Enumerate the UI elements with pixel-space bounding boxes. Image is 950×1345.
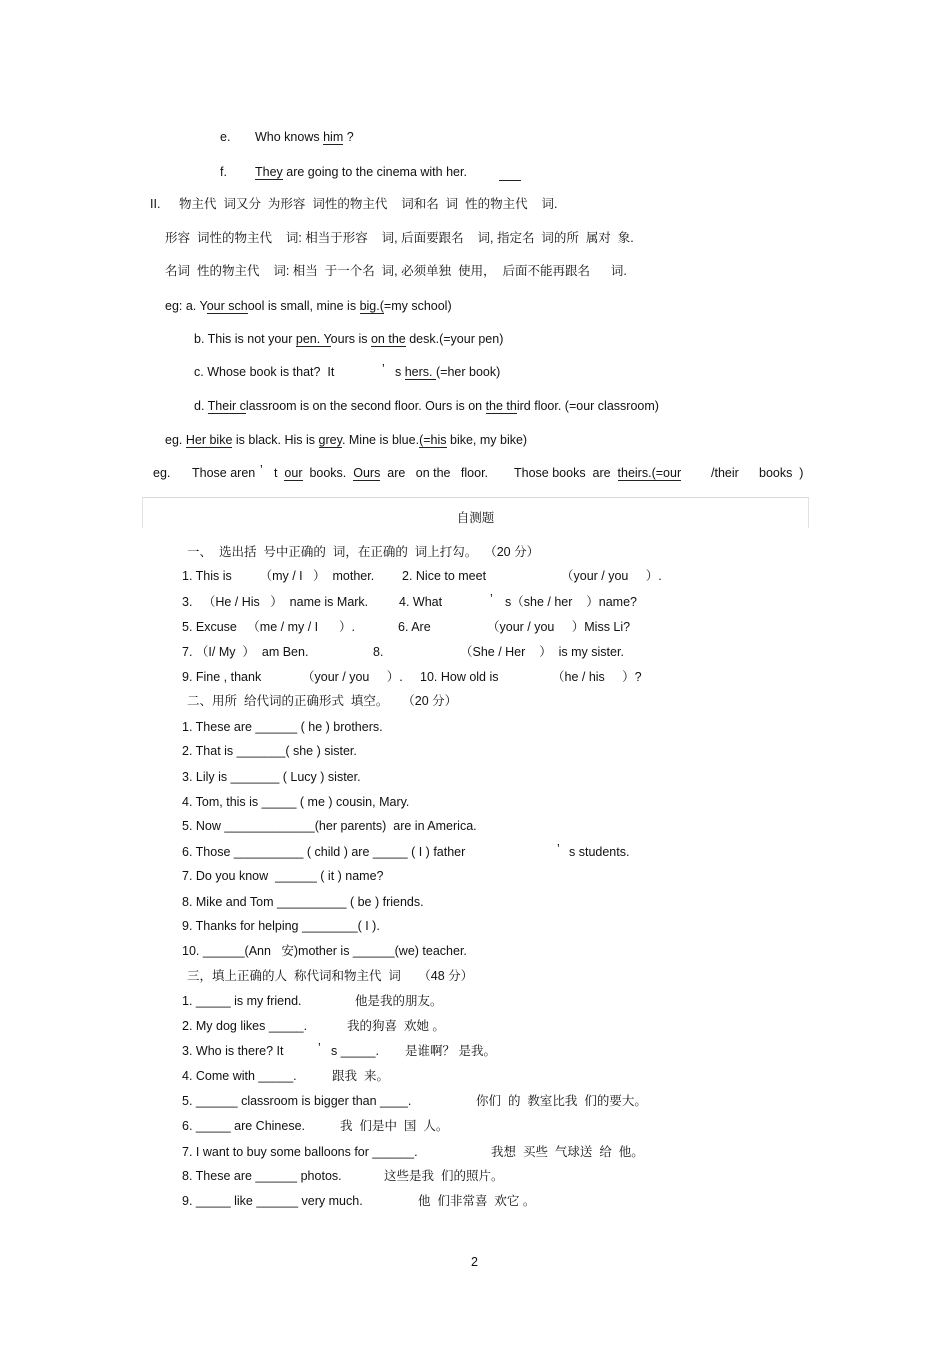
underlined-word: theirs.(= [617,466,664,480]
quiz2-q7: 7. Do you know ______ ( it ) name? [182,869,384,883]
quiz3-q6: 6. _____ are Chinese. [182,1119,306,1133]
underlined-word: Ours [353,466,381,480]
underlined-word: our sch [206,299,248,313]
text: ours is [330,332,371,346]
quiz2-q5: 5. Now _____________(her parents) are in America. [182,819,477,833]
underlined-word: Their c [207,399,246,413]
noun-pronoun-definition: 名词 性的物主代 词: 相当 于一个名 词, 必须单独 使用， 后面不能再跟名 词. [165,264,627,278]
quiz1-q8-options: （She / Her ） is my sister. [460,645,624,659]
example-c-tail [395,364,500,380]
quiz3-q1-chinese: 他是我的朋友。 [355,994,443,1008]
example-e-marker: e. [220,130,231,144]
quiz2-q9: 9. Thanks for helping ________( I ). [182,919,380,933]
quiz1-q7: 7. （I/ My ） am Ben. [182,645,309,659]
section-2-marker: II. [150,197,161,211]
underlined-word: Her bike [185,433,233,447]
quiz3-q3-chinese: 是谁啊？ 是我。 [405,1044,496,1058]
example-books-part1: Those aren [192,466,256,480]
underlined-word: grey [318,433,342,447]
example-bike [165,432,527,448]
example-books-part4: /their [711,466,739,480]
quiz3-q5: 5. ______ classroom is bigger than ____. [182,1094,412,1108]
quiz-section-3-heading: 三，填上正确的人 称代词和物主代 词 （48 分） [187,969,474,983]
quiz2-q1: 1. These are ______ ( he ) brothers. [182,720,383,734]
quiz2-q6: 6. Those __________ ( child ) are _____ ( I ) father [182,845,466,859]
quiz3-q7: 7. I want to buy some balloons for ______. [182,1145,418,1159]
quiz3-q8-chinese: 这些是我 们的照片。 [384,1169,504,1183]
quiz3-q5-chinese: 你们 的 教室比我 们的要大。 [476,1094,647,1108]
underlined-word: the th [485,399,517,413]
quiz1-q9: 9. Fine , thank [182,670,262,684]
text: . Mine is blue. [341,433,420,447]
example-c [194,364,334,380]
underlined-word: our [663,466,682,480]
quiz3-q6-chinese: 我 们是中 国 人。 [340,1119,449,1133]
text: are on the floor. [380,466,489,480]
underlined-word: on the [370,332,406,346]
quiz1-q10: 10. How old is [420,670,499,684]
quiz3-q9-chinese: 他 们非常喜 欢它 。 [418,1194,536,1208]
quiz2-q2: 2. That is _______( she ) sister. [182,744,357,758]
quiz3-q3-apostrophe: ’ [318,1041,321,1055]
example-d [194,398,659,414]
text: bike, my bike) [446,433,528,447]
quiz2-q6-apostrophe: ’ [557,842,560,856]
quiz1-q10-options: （he / his ）? [552,670,642,684]
quiz1-q4: 4. What [399,595,443,609]
quiz3-q7-chinese: 我想 买些 气球送 给 他。 [491,1145,644,1159]
quiz2-q3: 3. Lily is _______ ( Lucy ) sister. [182,770,361,784]
adjective-pronoun-definition: 形容 词性的物主代 词: 相当于形容 词, 后面要跟名 词, 指定名 词的所 属对 象. [165,231,634,245]
example-books-part3 [514,465,681,481]
text: lassroom is on the second floor. Ours is on [245,399,486,413]
text: c. Whose book is that? It [194,365,335,379]
example-books-part5: books ) [759,466,804,480]
underlined-word: him [323,130,344,144]
underlined-word: pen. Y [295,332,331,346]
text: eg: a. Y [165,299,207,313]
text: ? [343,130,354,144]
quiz1-q8: 8. [373,645,384,659]
example-c-apostrophe: ’ [382,362,385,376]
text: Who knows [255,130,324,144]
quiz2-q10: 10. ______(Ann 安)mother is ______(we) teacher. [182,944,467,958]
quiz1-q6: 6. Are [398,620,431,634]
quiz1-q4-options: s（she / her ）name? [505,595,638,609]
quiz3-q3-tail: s _____. [331,1044,379,1058]
quiz1-q2: 2. Nice to meet [402,569,487,583]
section-2-heading: 物主代 词又分 为形容 词性的物主代 词和名 词 性的物主代 词. [179,197,558,211]
quiz3-q1: 1. _____ is my friend. [182,994,302,1008]
underlined-word: They [255,165,283,179]
underlined-word: our [284,466,303,480]
text: =my school) [383,299,452,313]
self-test-title: 自测题 [456,511,495,525]
quiz2-q8: 8. Mike and Tom __________ ( be ) friends. [182,895,424,909]
quiz3-q8: 8. These are ______ photos. [182,1169,342,1183]
self-test-caption [142,497,809,528]
answer-blank [499,180,521,181]
example-books-label: eg. [153,466,171,480]
quiz2-q6-tail: s students. [569,845,630,859]
quiz2-q4: 4. Tom, this is _____ ( me ) cousin, Mary. [182,795,410,809]
text: are going to the cinema with her. [282,165,467,179]
quiz3-q4: 4. Come with _____. [182,1069,297,1083]
example-books-apostrophe: ’ [260,463,263,477]
text: b. This is not your [194,332,296,346]
text: Those books are [514,466,618,480]
text: t [274,466,285,480]
underlined-word: big.( [359,299,384,313]
quiz1-q9-options: （your / you ）. [302,670,403,684]
quiz1-q5: 5. Excuse （me / my / I ）. [182,620,355,634]
quiz1-q6-options: （your / you ）Miss Li? [487,620,631,634]
text: desk.(=your pen) [405,332,504,346]
example-b [194,331,503,347]
text: ird floor. (=our classroom) [516,399,659,413]
quiz1-q4-apostrophe: ’ [490,592,493,606]
page-number: 2 [471,1255,478,1269]
quiz3-q4-chinese: 跟我 来。 [332,1069,389,1083]
quiz3-q2-chinese: 我的狗喜 欢她 。 [347,1019,445,1033]
quiz-section-2-heading: 二、用所 给代词的正确形式 填空。 （20 分） [187,694,458,708]
underlined-word: hers. [404,365,436,379]
quiz3-q3: 3. Who is there? It [182,1044,284,1058]
text: (=her book) [436,365,501,379]
example-books-part2 [274,465,488,481]
text: s [395,365,405,379]
quiz1-q3: 3. （He / His ） name is Mark. [182,595,369,609]
quiz1-q2-options: （your / you ）. [561,569,662,583]
text: d. [194,399,208,413]
example-e-sentence [255,129,354,145]
example-f-marker: f. [220,165,227,179]
underlined-word: (=his [419,433,447,447]
example-f-sentence [255,164,467,180]
text: ool is small, mine is [247,299,360,313]
quiz1-q1: 1. This is （my / I ） mother. [182,569,375,583]
text: books. [302,466,354,480]
text: eg. [165,433,186,447]
quiz-section-1-heading: 一、 选出括 号中正确的 词，在正确的 词上打勾。 （20 分） [187,545,540,559]
text: is black. His is [232,433,319,447]
quiz3-q9: 9. _____ like ______ very much. [182,1194,363,1208]
example-a [165,298,452,314]
quiz3-q2: 2. My dog likes _____. [182,1019,308,1033]
